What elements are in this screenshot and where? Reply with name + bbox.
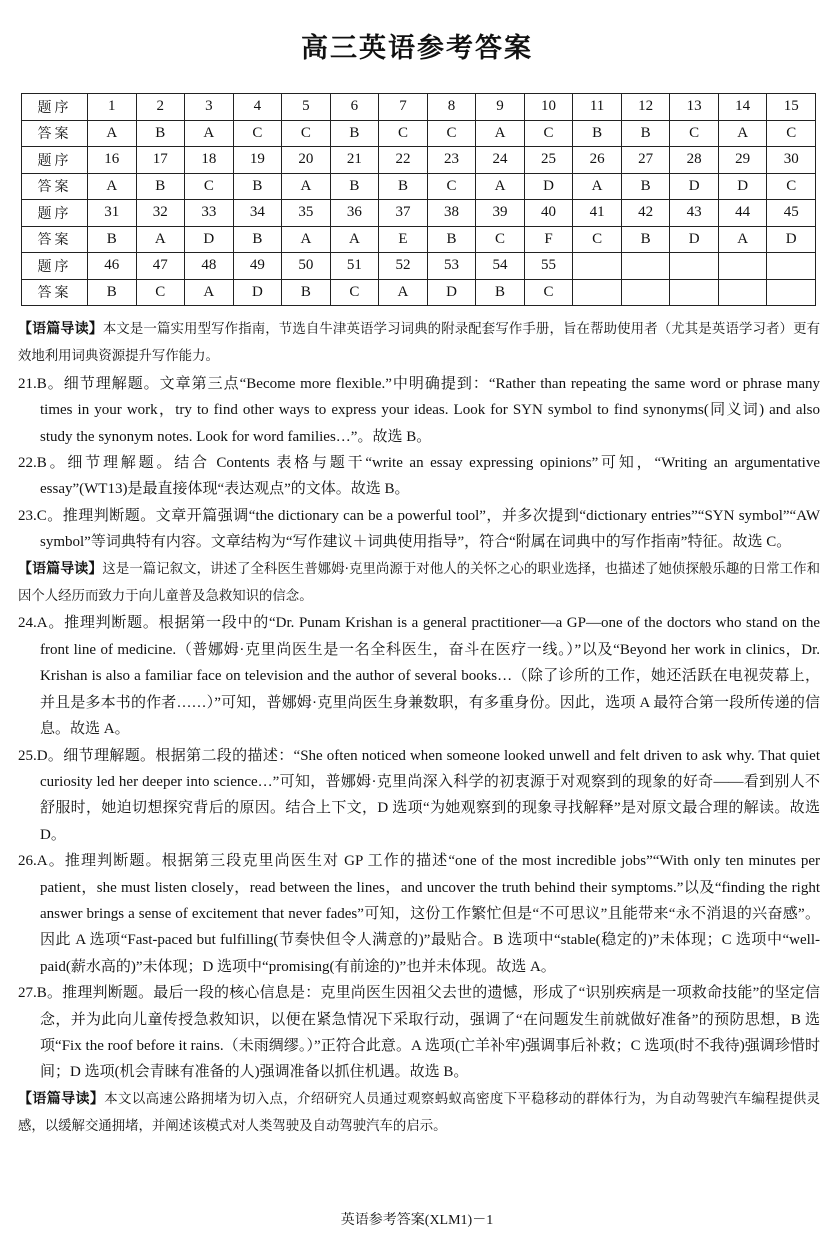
answer-explanation: 22.B。细节理解题。结合 Contents 表格与题干“write an essay expressing opinions”可知，“Writing an argumentative essay”(WT13)是最直接体现“表达观点”的文体。故选 B。: [18, 455, 820, 498]
guide-tag: 【语篇导读】: [18, 560, 103, 577]
answer-row: [22, 226, 816, 253]
answer-cell: A: [185, 120, 234, 147]
question-number-cell: 51: [330, 253, 379, 280]
answer-cell: B: [88, 279, 137, 306]
question-number-cell: 2: [136, 94, 185, 121]
answer-cell: C: [427, 173, 476, 200]
question-number-cell: [573, 253, 622, 280]
question-number-cell: 24: [476, 147, 525, 174]
question-number-cell: 37: [379, 200, 428, 227]
guide-tag: 【语篇导读】: [18, 321, 103, 337]
answer-cell: B: [573, 120, 622, 147]
answer-row: [22, 279, 816, 306]
answer-cell: B: [330, 173, 379, 200]
explanations: [18, 316, 820, 1141]
question-number-cell: 19: [233, 147, 282, 174]
question-number-cell: 11: [573, 94, 622, 121]
question-number-cell: 5: [282, 94, 331, 121]
answer-cell: C: [379, 120, 428, 147]
question-number-cell: 45: [767, 200, 816, 227]
answer-explanation: 27.B。推理判断题。最后一段的核心信息是：克里尚医生因祖父去世的遗憾，形成了“识别疾病是一项救命技能”的坚定信念，并为此向儿童传授急救知识，以便在紧急情况下采取行动，强调了“在问题发生前就做好准备”的预防思想，B 选项“Fix the roof before it rains.（未雨绸缪。）”正符合此意。A 选项(亡羊补牢)强调事后补救；C 选项(时不我待)强调珍惜时间；D 选项(机会青睐有准备的人)强调准备以抓住机遇。故选 B。: [18, 985, 820, 1081]
answer-cell: C: [573, 226, 622, 253]
question-number-cell: 31: [88, 200, 137, 227]
question-number-cell: 50: [282, 253, 331, 280]
answer-cell: F: [524, 226, 573, 253]
answer-explanation: 24.A。推理判断题。根据第一段中的“Dr. Punam Krishan is a general practitioner—a GP—one of the doctors who stand on the front line of medicine.（普娜姆·克里尚医生是一名全科医生，奋斗在医疗一线。）”以及“Beyond her work in clinics，Dr. Krishan is also a familiar face on television and the author of several books…（除了诊所的工作，她还活跃在电视荧幕上，并且是多本书的作者……）”可知，普娜姆·克里尚医生身兼数职，有多重身份。因此，选项 A 最符合第一段所传递的信息。故选 A。: [18, 615, 820, 738]
answer-cell: A: [330, 226, 379, 253]
answer-cell: D: [718, 173, 767, 200]
question-number-row: [22, 200, 816, 227]
answer-explanation: 26.A。推理判断题。根据第三段克里尚医生对 GP 工作的描述“one of the most incredible jobs”“With only ten minutes per patient，she must listen closely，read between the lines，and uncover the truth behind their symptoms.”以及“finding the right answer brings a sense of excitement that never fades”可知，这份工作繁忙但是“不可思议”且能带来“永不消退的兴奋感”。因此 A 选项“Fast-paced but fulfilling(节奏快但令人满意的)”最贴合。B 选项中“stable(稳定的)”未体现；C 选项中“well-paid(薪水高的)”未体现；D 选项中“promising(有前途的)”也并未体现。故选 A。: [18, 853, 820, 975]
question-number-cell: 12: [621, 94, 670, 121]
question-number-cell: 42: [621, 200, 670, 227]
question-number-cell: 15: [767, 94, 816, 121]
answer-cell: C: [767, 120, 816, 147]
answer-cell: A: [88, 120, 137, 147]
answer-cell: B: [233, 173, 282, 200]
question-number-cell: [621, 253, 670, 280]
answer-cell: C: [767, 173, 816, 200]
question-number-cell: 28: [670, 147, 719, 174]
question-number-cell: 6: [330, 94, 379, 121]
answer-cell: B: [621, 173, 670, 200]
answer-cell: B: [621, 226, 670, 253]
answer-cell: A: [379, 279, 428, 306]
answer-cell: [670, 279, 719, 306]
answer-cell: A: [282, 173, 331, 200]
answer-cell: C: [233, 120, 282, 147]
answer-cell: A: [88, 173, 137, 200]
question-number-cell: 52: [379, 253, 428, 280]
question-number-cell: 1: [88, 94, 137, 121]
question-number-cell: [670, 253, 719, 280]
row-label-number: 题序: [22, 200, 88, 227]
answer-cell: C: [670, 120, 719, 147]
row-label-number: 题序: [22, 147, 88, 174]
answer-cell: A: [718, 120, 767, 147]
guide-text: 本文是一篇实用型写作指南，节选自牛津英语学习词典的附录配套写作手册，旨在帮助使用者（尤其是英语学习者）更有效地利用词典资源提升写作能力。: [18, 322, 820, 365]
answer-cell: D: [670, 226, 719, 253]
answer-cell: A: [718, 226, 767, 253]
question-number-cell: 41: [573, 200, 622, 227]
question-number-cell: 54: [476, 253, 525, 280]
answer-cell: B: [476, 279, 525, 306]
answer-cell: [573, 279, 622, 306]
answer-explanation: 25.D。细节理解题。根据第二段的描述：“She often noticed when someone looked unwell and felt driven to ask why. That quiet curiosity led her deeper into science…”可知，普娜姆·克里尚深入科学的初衷源于对观察到的现象的好奇——看到别人不舒服时，她迫切想探究背后的原因。结合上下文，D 选项“为她观察到的现象寻找解释”是对原文最合理的解读。故选 D。: [18, 747, 820, 843]
answer-cell: D: [524, 173, 573, 200]
guide-tag: 【语篇导读】: [18, 1090, 105, 1107]
answer-cell: B: [136, 120, 185, 147]
answer-cell: A: [573, 173, 622, 200]
question-number-cell: 17: [136, 147, 185, 174]
question-number-cell: 20: [282, 147, 331, 174]
question-number-cell: 27: [621, 147, 670, 174]
question-number-cell: 44: [718, 200, 767, 227]
row-label-answer: 答案: [22, 226, 88, 253]
answer-cell: C: [524, 279, 573, 306]
answer-cell: E: [379, 226, 428, 253]
question-number-cell: 49: [233, 253, 282, 280]
guide-text: 这是一篇记叙文，讲述了全科医生普娜姆·克里尚源于对他人的关怀之心的职业选择，也描述了她侦探般乐趣的日常工作和因个人经历而致力于向儿童普及急救知识的信念。: [18, 561, 820, 605]
answer-cell: A: [476, 120, 525, 147]
question-number-cell: 13: [670, 94, 719, 121]
question-number-cell: 14: [718, 94, 767, 121]
question-number-cell: 21: [330, 147, 379, 174]
answer-cell: [767, 279, 816, 306]
answer-cell: B: [427, 226, 476, 253]
answer-cell: B: [136, 173, 185, 200]
question-number-cell: 43: [670, 200, 719, 227]
answer-table: [21, 93, 816, 306]
question-number-cell: 40: [524, 200, 573, 227]
row-label-answer: 答案: [22, 279, 88, 306]
answer-cell: C: [185, 173, 234, 200]
answer-explanation: 23.C。推理判断题。文章开篇强调“the dictionary can be a powerful tool”，并多次提到“dictionary entries”“SYN symbol”“AW symbol”等词典特有内容。文章结构为“写作建议＋词典使用指导”，符合“附属在词典中的写作指南”特征。故选 C。: [18, 507, 820, 551]
answer-cell: B: [233, 226, 282, 253]
answer-cell: C: [282, 120, 331, 147]
question-number-cell: 32: [136, 200, 185, 227]
answer-cell: A: [476, 173, 525, 200]
question-number-cell: 29: [718, 147, 767, 174]
answer-cell: B: [621, 120, 670, 147]
question-number-cell: 55: [524, 253, 573, 280]
answer-cell: [718, 279, 767, 306]
answer-cell: A: [136, 226, 185, 253]
question-number-cell: 23: [427, 147, 476, 174]
answer-cell: B: [282, 279, 331, 306]
answer-cell: C: [136, 279, 185, 306]
question-number-cell: 16: [88, 147, 137, 174]
answer-cell: D: [233, 279, 282, 306]
question-number-cell: [718, 253, 767, 280]
guide-text: 本文以高速公路拥堵为切入点，介绍研究人员通过观察蚂蚁高密度下平稳移动的群体行为，为自动驾驶汽车编程提供灵感，以缓解交通拥堵，并阐述该模式对人类驾驶及自动驾驶汽车的启示。: [18, 1091, 821, 1135]
question-number-cell: 35: [282, 200, 331, 227]
question-number-cell: 38: [427, 200, 476, 227]
answer-explanation: 21.B。细节理解题。文章第三点“Become more flexible.”中明确提到：“Rather than repeating the same word or phrase many times in your work，try to find other ways to express your ideas. Look for SYN symbol to find synonyms(同义词) and also study the synonym notes. Look for word families…”。故选 B。: [18, 375, 820, 445]
answer-cell: C: [330, 279, 379, 306]
question-number-cell: 39: [476, 200, 525, 227]
question-number-cell: 30: [767, 147, 816, 174]
question-number-cell: 18: [185, 147, 234, 174]
question-number-cell: 4: [233, 94, 282, 121]
row-label-answer: 答案: [22, 120, 88, 147]
answer-cell: C: [427, 120, 476, 147]
passage-guide: [18, 556, 820, 611]
question-number-cell: 34: [233, 200, 282, 227]
passage-guide: [18, 316, 820, 371]
question-number-cell: 26: [573, 147, 622, 174]
answer-cell: [621, 279, 670, 306]
question-number-cell: 3: [185, 94, 234, 121]
answer-cell: B: [330, 120, 379, 147]
page-footer: 英语参考答案(XLM1)－1: [340, 1213, 494, 1228]
question-number-cell: 46: [88, 253, 137, 280]
answer-row: [22, 120, 816, 147]
row-label-number: 题序: [22, 253, 88, 280]
passage-guide: [18, 1086, 820, 1141]
question-number-cell: 33: [185, 200, 234, 227]
question-number-row: [22, 147, 816, 174]
question-number-row: [22, 94, 816, 121]
question-number-cell: 48: [185, 253, 234, 280]
question-number-cell: 22: [379, 147, 428, 174]
answer-cell: D: [427, 279, 476, 306]
answer-cell: B: [379, 173, 428, 200]
answer-cell: A: [282, 226, 331, 253]
question-number-cell: 53: [427, 253, 476, 280]
row-label-number: 题序: [22, 94, 88, 121]
question-number-cell: 9: [476, 94, 525, 121]
page-title: 高三英语参考答案: [301, 33, 533, 64]
question-number-row: [22, 253, 816, 280]
answer-cell: D: [185, 226, 234, 253]
question-number-cell: 47: [136, 253, 185, 280]
answer-cell: D: [670, 173, 719, 200]
question-number-cell: 25: [524, 147, 573, 174]
answer-cell: D: [767, 226, 816, 253]
question-number-cell: 7: [379, 94, 428, 121]
answer-cell: B: [88, 226, 137, 253]
answer-cell: C: [476, 226, 525, 253]
question-number-cell: 8: [427, 94, 476, 121]
answer-row: [22, 173, 816, 200]
row-label-answer: 答案: [22, 173, 88, 200]
question-number-cell: 36: [330, 200, 379, 227]
answer-cell: C: [524, 120, 573, 147]
question-number-cell: 10: [524, 94, 573, 121]
answer-cell: A: [185, 279, 234, 306]
question-number-cell: [767, 253, 816, 280]
